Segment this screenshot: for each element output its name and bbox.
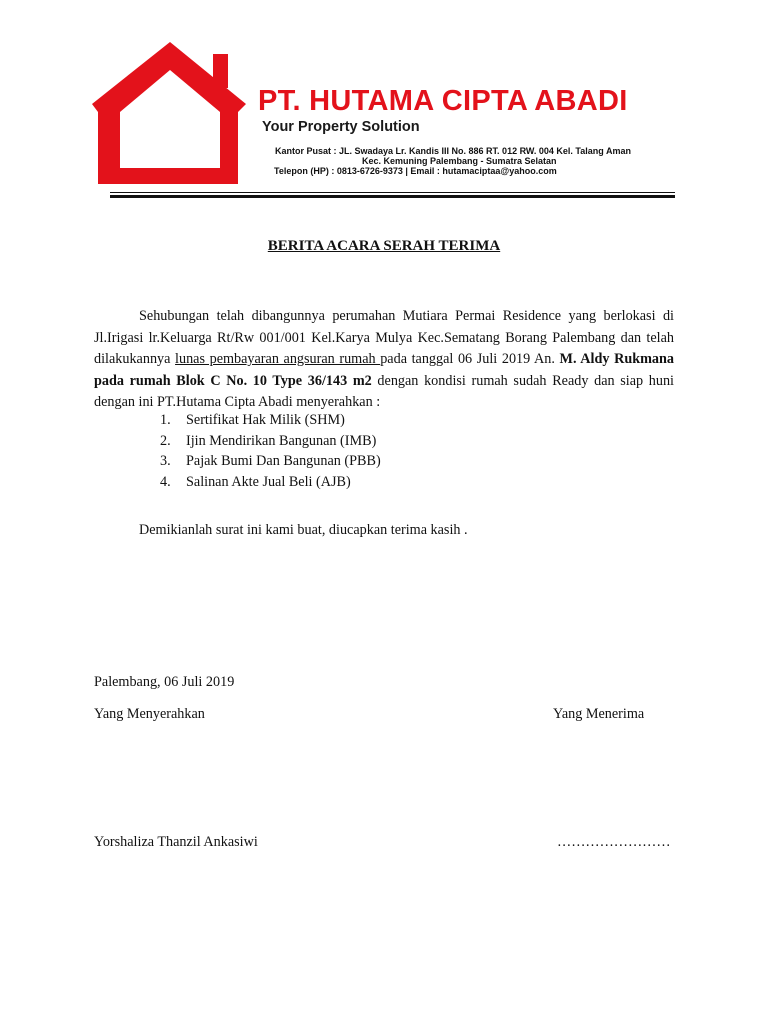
- list-item-number: 2.: [160, 432, 171, 449]
- list-item-number: 1.: [160, 412, 171, 428]
- signatory-right-label: Yang Menerima: [553, 706, 645, 722]
- list-item: [160, 474, 381, 495]
- company-tagline: Your Property Solution: [262, 119, 420, 135]
- list-item: [160, 433, 381, 454]
- list-item-number: 3.: [160, 453, 171, 469]
- paragraph-underlined: lunas pembayaran angsuran rumah: [175, 351, 381, 367]
- paragraph-part-3: dengan kondisi rumah sudah Ready dan siap huni dengan ini PT.Hutama Cipta Abadi menyerahkan :: [94, 372, 674, 410]
- list-item: [160, 412, 381, 433]
- signatory-right-name: ……………………: [557, 834, 671, 850]
- company-name: PT. HUTAMA CIPTA ABADI: [258, 85, 628, 117]
- place-date: Palembang, 06 Juli 2019: [94, 674, 235, 690]
- signatory-left-name: Yorshaliza Thanzil Ankasiwi: [94, 834, 258, 850]
- signatory-left-label: Yang Menyerahkan: [94, 706, 205, 722]
- address-line-2: Kec. Kemuning Palembang - Sumatra Selatan: [362, 156, 557, 166]
- closing-sentence: Demikianlah surat ini kami buat, diucapkan terima kasih .: [139, 522, 468, 538]
- list-item: [160, 453, 381, 474]
- body-paragraph: [94, 306, 674, 414]
- paragraph-bold: M. Aldy Rukmana pada rumah Blok C No. 10 Type 36/143 m2: [94, 351, 675, 389]
- list-item-text: Pajak Bumi Dan Bangunan (PBB): [186, 453, 381, 469]
- paragraph-part-1: Sehubungan telah dibangunnya perumahan Mutiara Permai Residence yang berlokasi di Jl.Irigasi lr.Keluarga Rt/Rw 001/001 Kel.Karya Mulya Kec.Sematang Borang Palembang dan telah dilakukannya: [94, 308, 674, 367]
- list-item-number: 4.: [160, 473, 171, 490]
- document-title: BERITA ACARA SERAH TERIMA: [267, 238, 501, 254]
- paragraph-part-2: pada tanggal 06 Juli 2019 An.: [380, 351, 560, 367]
- address-line-1: Kantor Pusat : JL. Swadaya Lr. Kandis III No. 886 RT. 012 RW. 004 Kel. Talang Aman: [275, 146, 631, 156]
- house-logo-icon: [92, 42, 248, 184]
- letterhead-rule-thin: [110, 192, 675, 193]
- list-item-text: Ijin Mendirikan Bangunan (IMB): [186, 432, 377, 449]
- contact-line: Telepon (HP) : 0813-6726-9373 | Email : hutamaciptaa@yahoo.com: [274, 166, 557, 176]
- list-item-text: Salinan Akte Jual Beli (AJB): [186, 473, 351, 490]
- letterhead-rule-thick: [110, 195, 675, 198]
- document-list: [160, 412, 381, 494]
- list-item-text: Sertifikat Hak Milik (SHM): [186, 412, 345, 428]
